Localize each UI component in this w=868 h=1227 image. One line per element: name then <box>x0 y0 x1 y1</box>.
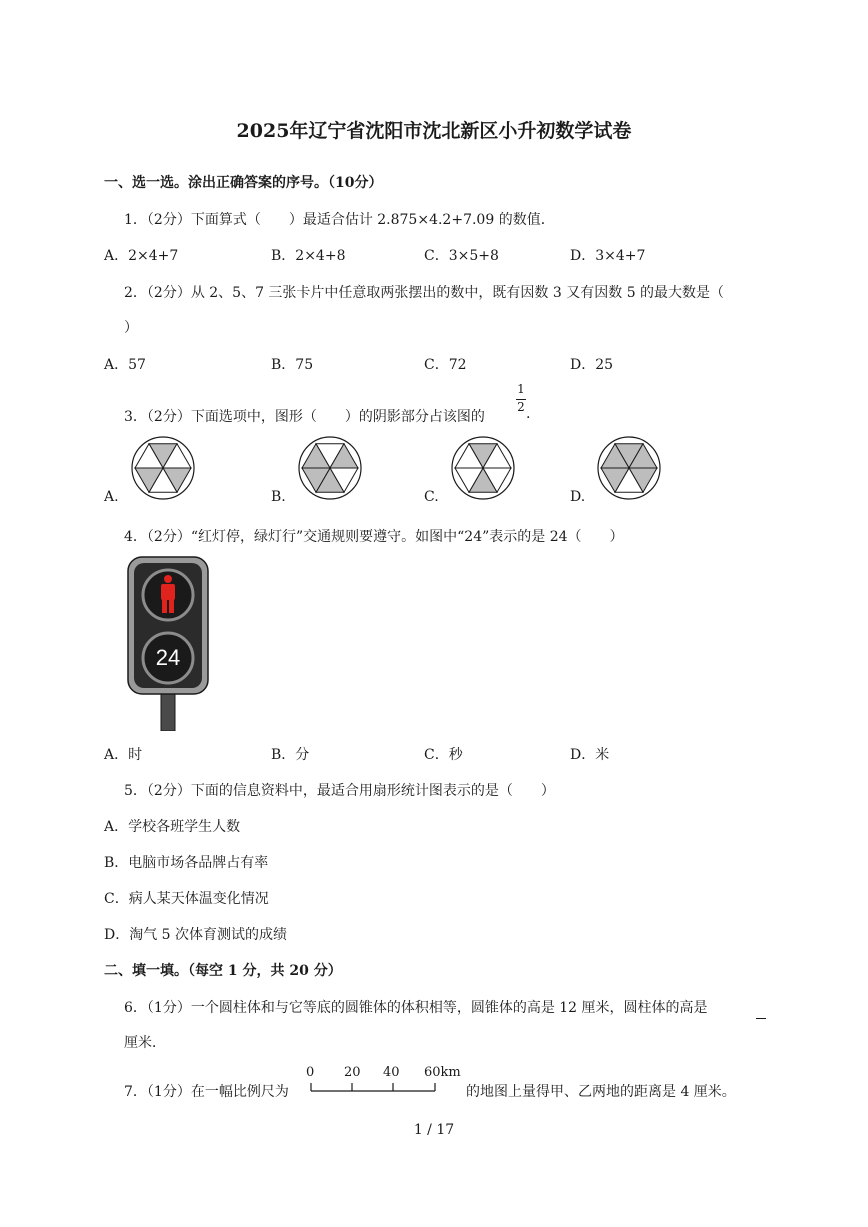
scale-bar <box>310 1078 436 1097</box>
question-7-text-cont: 的地图上量得甲、乙两地的距离是 4 厘米。 <box>466 1084 736 1100</box>
q1-option-d[interactable]: D．3×4+7 <box>570 248 646 264</box>
q1-option-c[interactable]: C．3×5+8 <box>424 248 499 264</box>
q4-option-b[interactable]: B．分 <box>271 747 310 763</box>
question-4-text: 4．（2分）“红灯停，绿灯行”交通规则要遵守。如图中“24”表示的是 24（ ） <box>124 529 624 545</box>
q2-option-b[interactable]: B．75 <box>271 357 314 373</box>
q3-figure-c[interactable] <box>450 436 516 500</box>
q2-option-d[interactable]: D．25 <box>570 357 614 373</box>
question-5-text: 5．（2分）下面的信息资料中，最适合用扇形统计图表示的是（ ） <box>124 783 555 799</box>
q5-option-c[interactable]: C．病人某天体温变化情况 <box>104 891 269 907</box>
traffic-light-figure <box>126 555 210 731</box>
q4-option-a[interactable]: A．时 <box>104 747 143 763</box>
question-2-text-cont: ） <box>124 320 138 336</box>
q5-option-b[interactable]: B．电脑市场各品牌占有率 <box>104 855 269 871</box>
q4-option-d[interactable]: D．米 <box>570 747 610 763</box>
q5-option-a[interactable]: A．学校各班学生人数 <box>104 819 241 835</box>
q2-option-c[interactable]: C．72 <box>424 357 467 373</box>
q3-figure-b[interactable] <box>297 436 363 500</box>
question-1-text: 1．（2分）下面算式（ ）最适合估计 2.875×4.2+7.09 的数值． <box>124 212 555 228</box>
q1-option-a[interactable]: A．2×4+7 <box>104 248 179 264</box>
question-3-text-end: . <box>526 406 531 422</box>
fraction-denominator: 2 <box>517 400 525 414</box>
q3-option-b[interactable]: B. <box>271 489 286 505</box>
answer-blank[interactable] <box>756 1000 766 1019</box>
q3-option-a[interactable]: A. <box>104 489 119 505</box>
q4-option-c[interactable]: C．秒 <box>424 747 463 763</box>
question-7-text: 7．（1分）在一幅比例尺为 <box>124 1084 289 1100</box>
page-title: 2025年辽宁省沈阳市沈北新区小升初数学试卷 <box>236 120 632 142</box>
q3-option-c[interactable]: C. <box>424 489 439 505</box>
question-2-text: 2．（2分）从 2、5、7 三张卡片中任意取两张摆出的数中，既有因数 3 又有因数 5 的最大数是（ <box>124 285 725 301</box>
q3-option-d[interactable]: D. <box>570 489 586 505</box>
scale-label-40: 40 <box>383 1065 400 1080</box>
section-heading-1: 一、选一选。涂出正确答案的序号。（10分） <box>104 175 383 191</box>
q5-option-d[interactable]: D．淘气 5 次体育测试的成绩 <box>104 927 288 943</box>
countdown-number: 24 <box>155 645 181 670</box>
q3-figure-a[interactable] <box>130 436 196 500</box>
fraction-numerator: 1 <box>517 382 525 396</box>
section-heading-2: 二、填一填。（每空 1 分，共 20 分） <box>104 963 342 979</box>
q2-option-a[interactable]: A．57 <box>104 357 146 373</box>
q3-figure-d[interactable] <box>596 436 662 500</box>
q1-option-b[interactable]: B．2×4+8 <box>271 248 346 264</box>
question-6-text: 6．（1分）一个圆柱体和与它等底的圆锥体的体积相等，圆锥体的高是 12 厘米，圆柱体的高是 <box>124 1000 708 1016</box>
question-3-text: 3．（2分）下面选项中，图形（ ）的阴影部分占该图的 <box>124 409 485 425</box>
scale-label-0: 0 <box>306 1065 315 1080</box>
scale-label-20: 20 <box>344 1065 361 1080</box>
page-number: 1 / 17 <box>413 1122 455 1138</box>
question-6-text-cont: 厘米． <box>124 1035 166 1051</box>
scale-label-60km: 60km <box>424 1065 461 1080</box>
